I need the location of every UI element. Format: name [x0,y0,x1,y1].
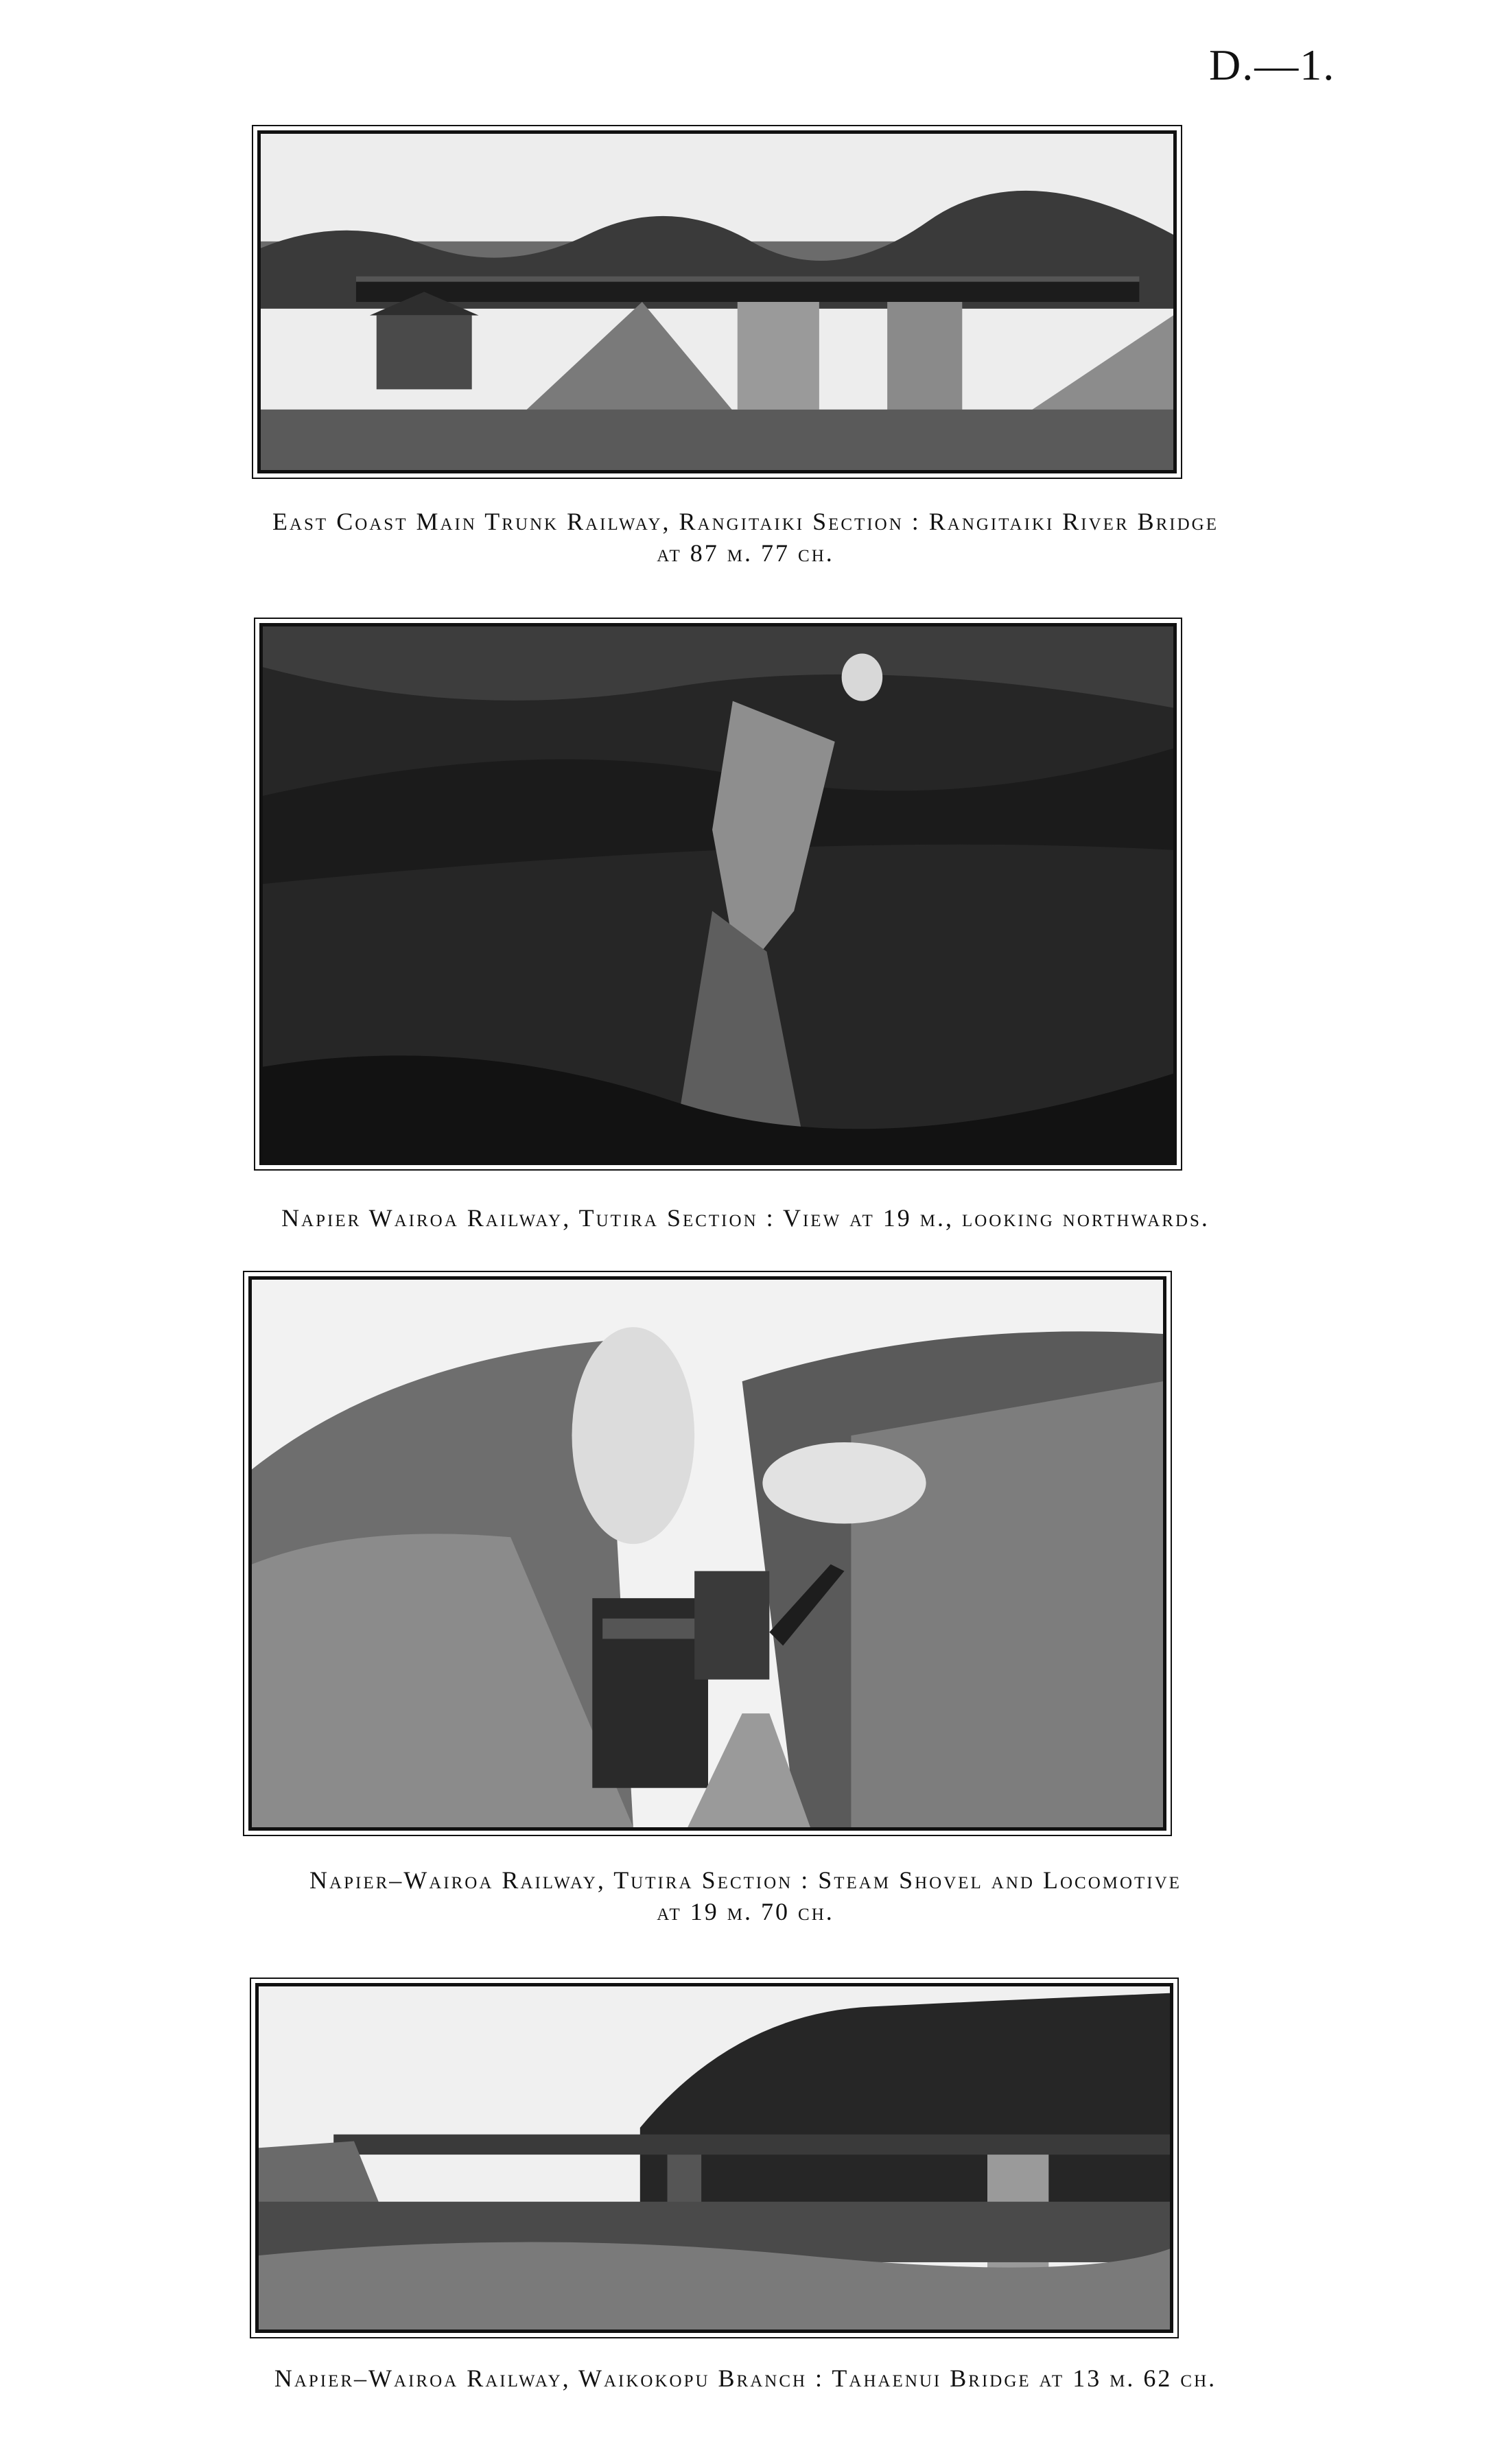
caption-plate-4 [103,2362,1388,2394]
caption-line: East Coast Main Trunk Railway, Rangitaiki Section : Rangitaiki River Bridge [272,508,1219,535]
caption-line: Napier–Wairoa Railway, Tutira Section : Steam Shovel and Locomotive [309,1866,1182,1894]
photo-tahaenui-bridge [255,1983,1173,2333]
caption-line: Napier–Wairoa Railway, Waikokopu Branch : Tahaenui Bridge at 13 m. 62 ch. [274,2365,1217,2392]
caption-line: Napier Wairoa Railway, Tutira Section : View at 19 m., looking northwards. [281,1204,1210,1232]
caption-plate-2 [103,1202,1388,1234]
caption-line: at 87 m. 77 ch. [657,539,834,567]
caption-plate-3 [103,1864,1388,1927]
caption-line: at 19 m. 70 ch. [657,1898,834,1925]
photo-steam-shovel-and-locomotive [248,1276,1166,1831]
photo-rangitaiki-river-bridge [257,130,1177,473]
photo-tutira-view-northwards [259,623,1177,1165]
page-reference: D.—1. [1209,40,1336,89]
caption-plate-1 [103,506,1388,569]
